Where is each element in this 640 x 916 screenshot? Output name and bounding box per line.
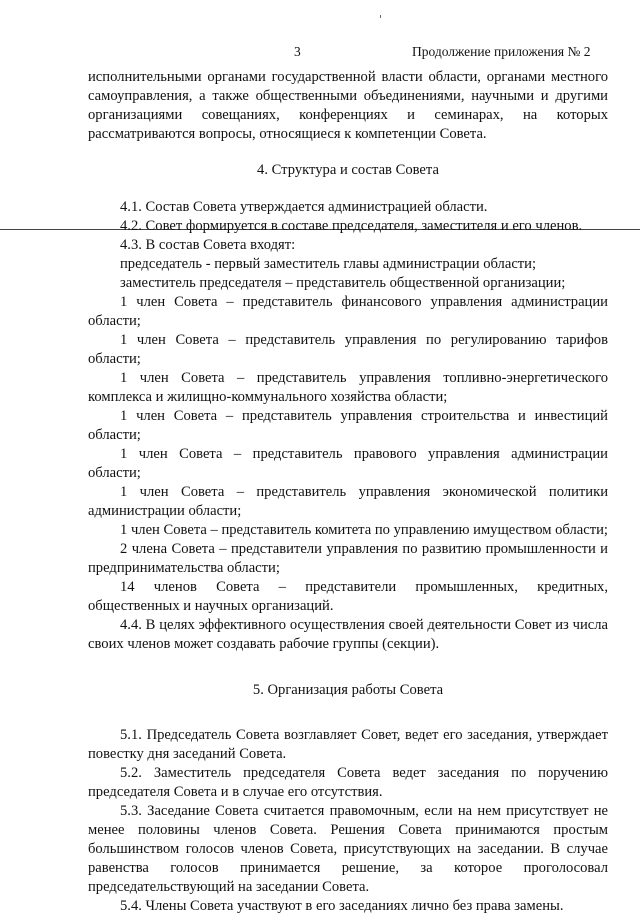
member-chairman: председатель - первый заместитель главы администрации области;: [120, 256, 537, 272]
section-4-title: 4. Структура и состав Совета: [257, 162, 439, 178]
member-legal: 1 член Совета – представитель правового управления администрации области;: [88, 446, 608, 481]
member-construction: 1 член Совета – представитель управления строительства и инвестиций области;: [88, 408, 608, 443]
member-energy: 1 член Совета – представитель управления топливно-энергетического комплекса и жилищно-коммунального хозяйства области;: [88, 370, 608, 405]
appendix-continuation: Продолжение приложения № 2: [412, 44, 591, 59]
member-industry: 2 члена Совета – представители управления по развитию промышленности и предпринимательства области;: [88, 541, 608, 576]
paragraph-4-1: 4.1. Состав Совета утверждается администрацией области.: [120, 199, 488, 215]
paragraph-5-2: 5.2. Заместитель председателя Совета ведет заседания по поручению председателя Совета и в случае его отсутствия.: [88, 765, 608, 800]
paragraph-4-4: 4.4. В целях эффективного осуществления своей деятельности Совет из числа своих членов может создавать рабочие группы (секции).: [88, 617, 608, 652]
document-body: [88, 68, 608, 916]
member-deputy: заместитель председателя – представитель общественной организации;: [120, 275, 566, 291]
paragraph-5-1: 5.1. Председатель Совета возглавляет Совет, ведет его заседания, утверждает повестку дня заседаний Совета.: [88, 727, 608, 762]
page-number: 3: [294, 44, 301, 59]
intro-paragraph: исполнительными органами государственной власти области, органами местного самоуправления, а также общественными объединениями, научными и другими организациями совещаниях, конференциях и семинарах, на которых рассматриваются вопросы, относящиеся к компетенции Совета.: [88, 69, 608, 142]
member-finance: 1 член Совета – представитель финансового управления администрации области;: [88, 294, 608, 329]
member-property: 1 член Совета – представитель комитета по управлению имуществом области;: [120, 522, 608, 538]
paragraph-4-3: 4.3. В состав Совета входят:: [120, 237, 296, 253]
paragraph-4-2: 4.2. Совет формируется в составе председателя, заместителя и его членов.: [120, 218, 583, 234]
paragraph-5-4: 5.4. Члены Совета участвуют в его заседаниях лично без права замены.: [120, 898, 564, 914]
member-economic: 1 член Совета – представитель управления экономической политики администрации области;: [88, 484, 608, 519]
member-tariffs: 1 член Совета – представитель управления по регулированию тарифов области;: [88, 332, 608, 367]
section-5-title: 5. Организация работы Совета: [252, 682, 444, 698]
paragraph-5-3: 5.3. Заседание Совета считается правомочным, если на нем присутствует не менее половины членов Совета. Решения Совета принимаются простым большинством голосов членов Совета, присутствующих на заседании. В случае равенства голосов принимается решение, за которое проголосовал председательствующий на заседании Совета.: [88, 803, 608, 895]
member-organizations: 14 членов Совета – представители промышленных, кредитных, общественных и научных организаций.: [88, 579, 608, 614]
scan-speck: [380, 15, 381, 18]
